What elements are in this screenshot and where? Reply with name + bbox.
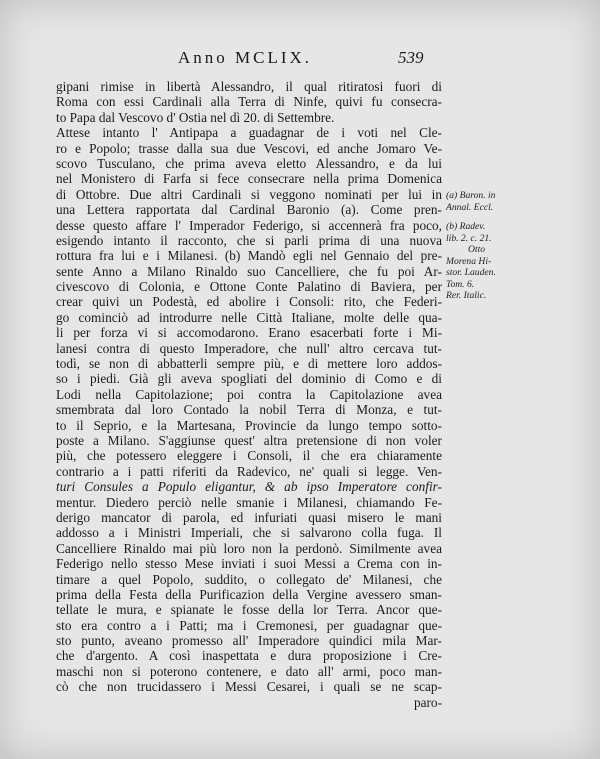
body-text bbox=[56, 79, 442, 710]
text-line: maschi non si poterono contenere, e dato all' armi, poco man- bbox=[56, 663, 442, 679]
text-line: turi Consules a Populo eligantur, & ab ipso Imperatore confir- bbox=[56, 479, 442, 495]
text-line: Roma con essi Cardinali alla Terra di Ninfe, quivi fu consecra- bbox=[56, 94, 442, 110]
text-line: mentur. Diedero perciò nelle smanie i Milanesi, chiamando Fe- bbox=[56, 494, 442, 510]
text-line: todì, se non di abbatterli sempre più, e di mettere loro addos- bbox=[56, 356, 442, 372]
note-spacer bbox=[446, 213, 526, 221]
catchword: paro- bbox=[413, 694, 442, 710]
text-line: so i piedi. Già gli aveva spogliati del dominio di Como e di bbox=[56, 371, 442, 387]
text-line: rottura fra lui e i Milanesi. (b) Mandò egli nel Gennaio del pre- bbox=[56, 248, 442, 264]
text-line: Lodi nella Capitolazione; poi contra la Capitolazione avea bbox=[56, 386, 442, 402]
text-line: Cancelliere Rinaldo mai più loro non la perdonò. Similmente avea bbox=[56, 540, 442, 556]
note-line: Annal. Eccl. bbox=[446, 201, 494, 213]
text-line: sto era contro a i Patti; ma i Cremonesi, per guadagnar que- bbox=[56, 617, 442, 633]
text-line: di Ottobre. Due altri Cardinali si veggono nominati per lui in bbox=[56, 186, 442, 202]
text-line: derigo mancator di parola, ed infuriati quasi misero le mani bbox=[56, 509, 442, 525]
note-line: Morena Hi- bbox=[446, 255, 492, 267]
note-line: Tom. 6. bbox=[446, 278, 475, 290]
text-line: to Papa dal Vescovo d' Ostia nel dì 20. di Settembre. bbox=[56, 109, 335, 125]
text-line: Attese intanto l' Antipapa a guadagnar de i voti nel Cle- bbox=[56, 125, 442, 141]
text-line: li per forza vi si accomodarono. Erano esacerbati forte i Mi- bbox=[56, 325, 442, 341]
text-line: sente Anno a Milano Rinaldo suo Cancelliere, che fu poi Ar- bbox=[56, 263, 442, 279]
text-line: prima della Festa della Purificazion della Vergine avessero sman- bbox=[56, 586, 442, 602]
note-line: lib. 2. c. 21. bbox=[446, 232, 492, 244]
text-line: Federigo nello stesso Mese inviati i suoi Messi a Crema con in- bbox=[56, 556, 442, 572]
text-line: to il Seprio, e la Martesana, Provincie da lungo tempo sotto- bbox=[56, 417, 442, 433]
text-line: crear quivi un Podestà, ed abolire i Consoli: rito, che Federi- bbox=[56, 294, 442, 310]
note-line: Rer. Italic. bbox=[446, 290, 487, 301]
running-title: Anno MCLIX. bbox=[178, 48, 313, 67]
margin-note-b bbox=[446, 221, 526, 302]
note-line: (b) Radev. bbox=[446, 221, 486, 232]
text-line: civescovo di Colonia, e Ottone Conte Palatino di Baviera, per bbox=[56, 279, 442, 295]
margin-notes bbox=[446, 190, 526, 302]
text-line: sto punto, aveano promesso all' Imperadore quindici mila Mar- bbox=[56, 633, 442, 649]
page-number: 539 bbox=[398, 48, 424, 67]
text-line: timare a quel Popolo, suddito, o collegato de' Milanesi, che bbox=[56, 571, 442, 587]
text-line: go cominciò ad introdurre nelle Città Italiane, molte delle qua- bbox=[56, 309, 442, 325]
text-line: smembrata dal loro Contado la nobil Terra di Monza, e tut- bbox=[56, 402, 442, 418]
text-line: esigendo intanto il racconto, che si parli prima di una nuova bbox=[56, 232, 442, 248]
text-line: più, che potessero eleggere i Consoli, il che era chiaramente bbox=[56, 448, 442, 464]
text-line: contrario a i patti riferiti da Radevico, ne' quali si legge. Ven- bbox=[56, 463, 442, 479]
note-line: stor. Lauden. bbox=[446, 267, 496, 278]
text-line: tellate le mura, e spianate le fosse della lor Terra. Ancor que- bbox=[56, 602, 442, 618]
text-line: gipani rimise in libertà Alessandro, il qual ritiratosi fuori di bbox=[56, 79, 442, 94]
text-line: lanesi contra di questo Imperadore, che null' altro cercava tut- bbox=[56, 340, 442, 356]
text-line: scovo Tusculano, che prima aveva eletto Alessandro, e da lui bbox=[56, 155, 442, 171]
page-header bbox=[0, 48, 600, 72]
text-line: che d'argento. A così inaspettata e dura proposizione i Cre- bbox=[56, 648, 442, 664]
note-line: Otto bbox=[468, 244, 486, 255]
text-line: desse questo affare l' Imperador Federigo, si accennerà fra poco, bbox=[56, 217, 442, 233]
margin-note-a bbox=[446, 190, 526, 213]
text-line: addosso a i Ministri Imperiali, che si salvarono colla fuga. Il bbox=[56, 525, 442, 541]
text-line: poste a Milano. S'aggiunse quest' altra pretensione di non voler bbox=[56, 432, 442, 448]
text-line: una Lettera rapportata dal Cardinal Baronio (a). Come pren- bbox=[56, 202, 442, 218]
text-line: cò che non trucidassero i Messi Cesarei, i quali se ne scap- bbox=[56, 679, 442, 695]
text-line: ro e Popolo; trasse dalla sua due Vescovi, ed anche Jomaro Ve- bbox=[56, 140, 442, 156]
note-line: (a) Baron. in bbox=[446, 190, 496, 201]
text-line: nel Monistero di Farfa si fece consecrare nella prima Domenica bbox=[56, 171, 442, 187]
